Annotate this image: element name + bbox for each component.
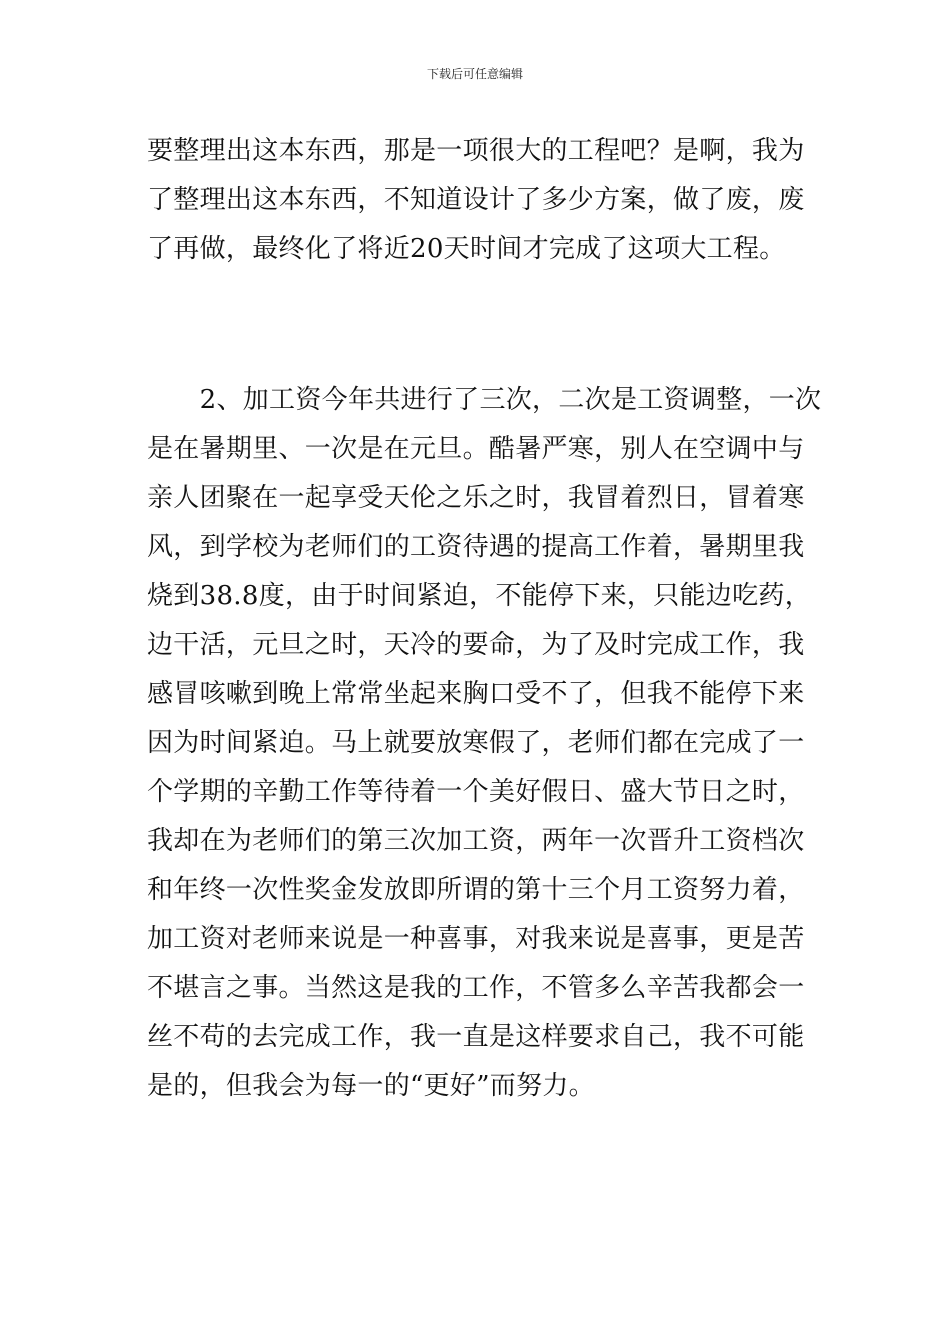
text-line: 亲人团聚在一起享受天伦之乐之时，我冒着烈日，冒着寒 bbox=[147, 483, 805, 513]
paragraph-1 bbox=[147, 127, 807, 274]
text-line: 了整理出这本东西，不知道设计了多少方案，做了废，废 bbox=[147, 185, 805, 215]
text-line: 和年终一次性奖金发放即所谓的第十三个月工资努力着， bbox=[147, 875, 805, 905]
text-line: 丝不苟的去完成工作，我一直是这样要求自己，我不可能 bbox=[147, 1022, 805, 1052]
page-header: 下载后可任意编辑 bbox=[426, 67, 523, 81]
text-line: 是的，但我会为每一的“更好”而努力。 bbox=[147, 1071, 595, 1101]
paragraph-2 bbox=[147, 376, 822, 1111]
text-line: 我却在为老师们的第三次加工资，两年一次晋升工资档次 bbox=[147, 826, 805, 856]
text-line: 了再做，最终化了将近20天时间才完成了这项大工程。 bbox=[147, 234, 786, 264]
text-line: 烧到38.8度，由于时间紧迫，不能停下来，只能边吃药， bbox=[147, 581, 811, 611]
text-line: 2、加工资今年共进行了三次，二次是工资调整，一次 bbox=[147, 385, 822, 415]
text-line: 边干活，元旦之时，天冷的要命，为了及时完成工作，我 bbox=[147, 630, 805, 660]
text-line: 感冒咳嗽到晚上常常坐起来胸口受不了，但我不能停下来 bbox=[147, 679, 805, 709]
text-line: 不堪言之事。当然这是我的工作，不管多么辛苦我都会一 bbox=[147, 973, 805, 1003]
text-line: 要整理出这本东西，那是一项很大的工程吧？是啊，我为 bbox=[147, 136, 805, 166]
text-line: 因为时间紧迫。马上就要放寒假了，老师们都在完成了一 bbox=[147, 728, 805, 758]
text-line: 是在暑期里、一次是在元旦。酷暑严寒，别人在空调中与 bbox=[147, 434, 805, 464]
text-line: 加工资对老师来说是一种喜事，对我来说是喜事，更是苦 bbox=[147, 924, 805, 954]
text-line: 个学期的辛勤工作等待着一个美好假日、盛大节日之时， bbox=[147, 777, 805, 807]
text-line: 风，到学校为老师们的工资待遇的提高工作着，暑期里我 bbox=[147, 532, 805, 562]
